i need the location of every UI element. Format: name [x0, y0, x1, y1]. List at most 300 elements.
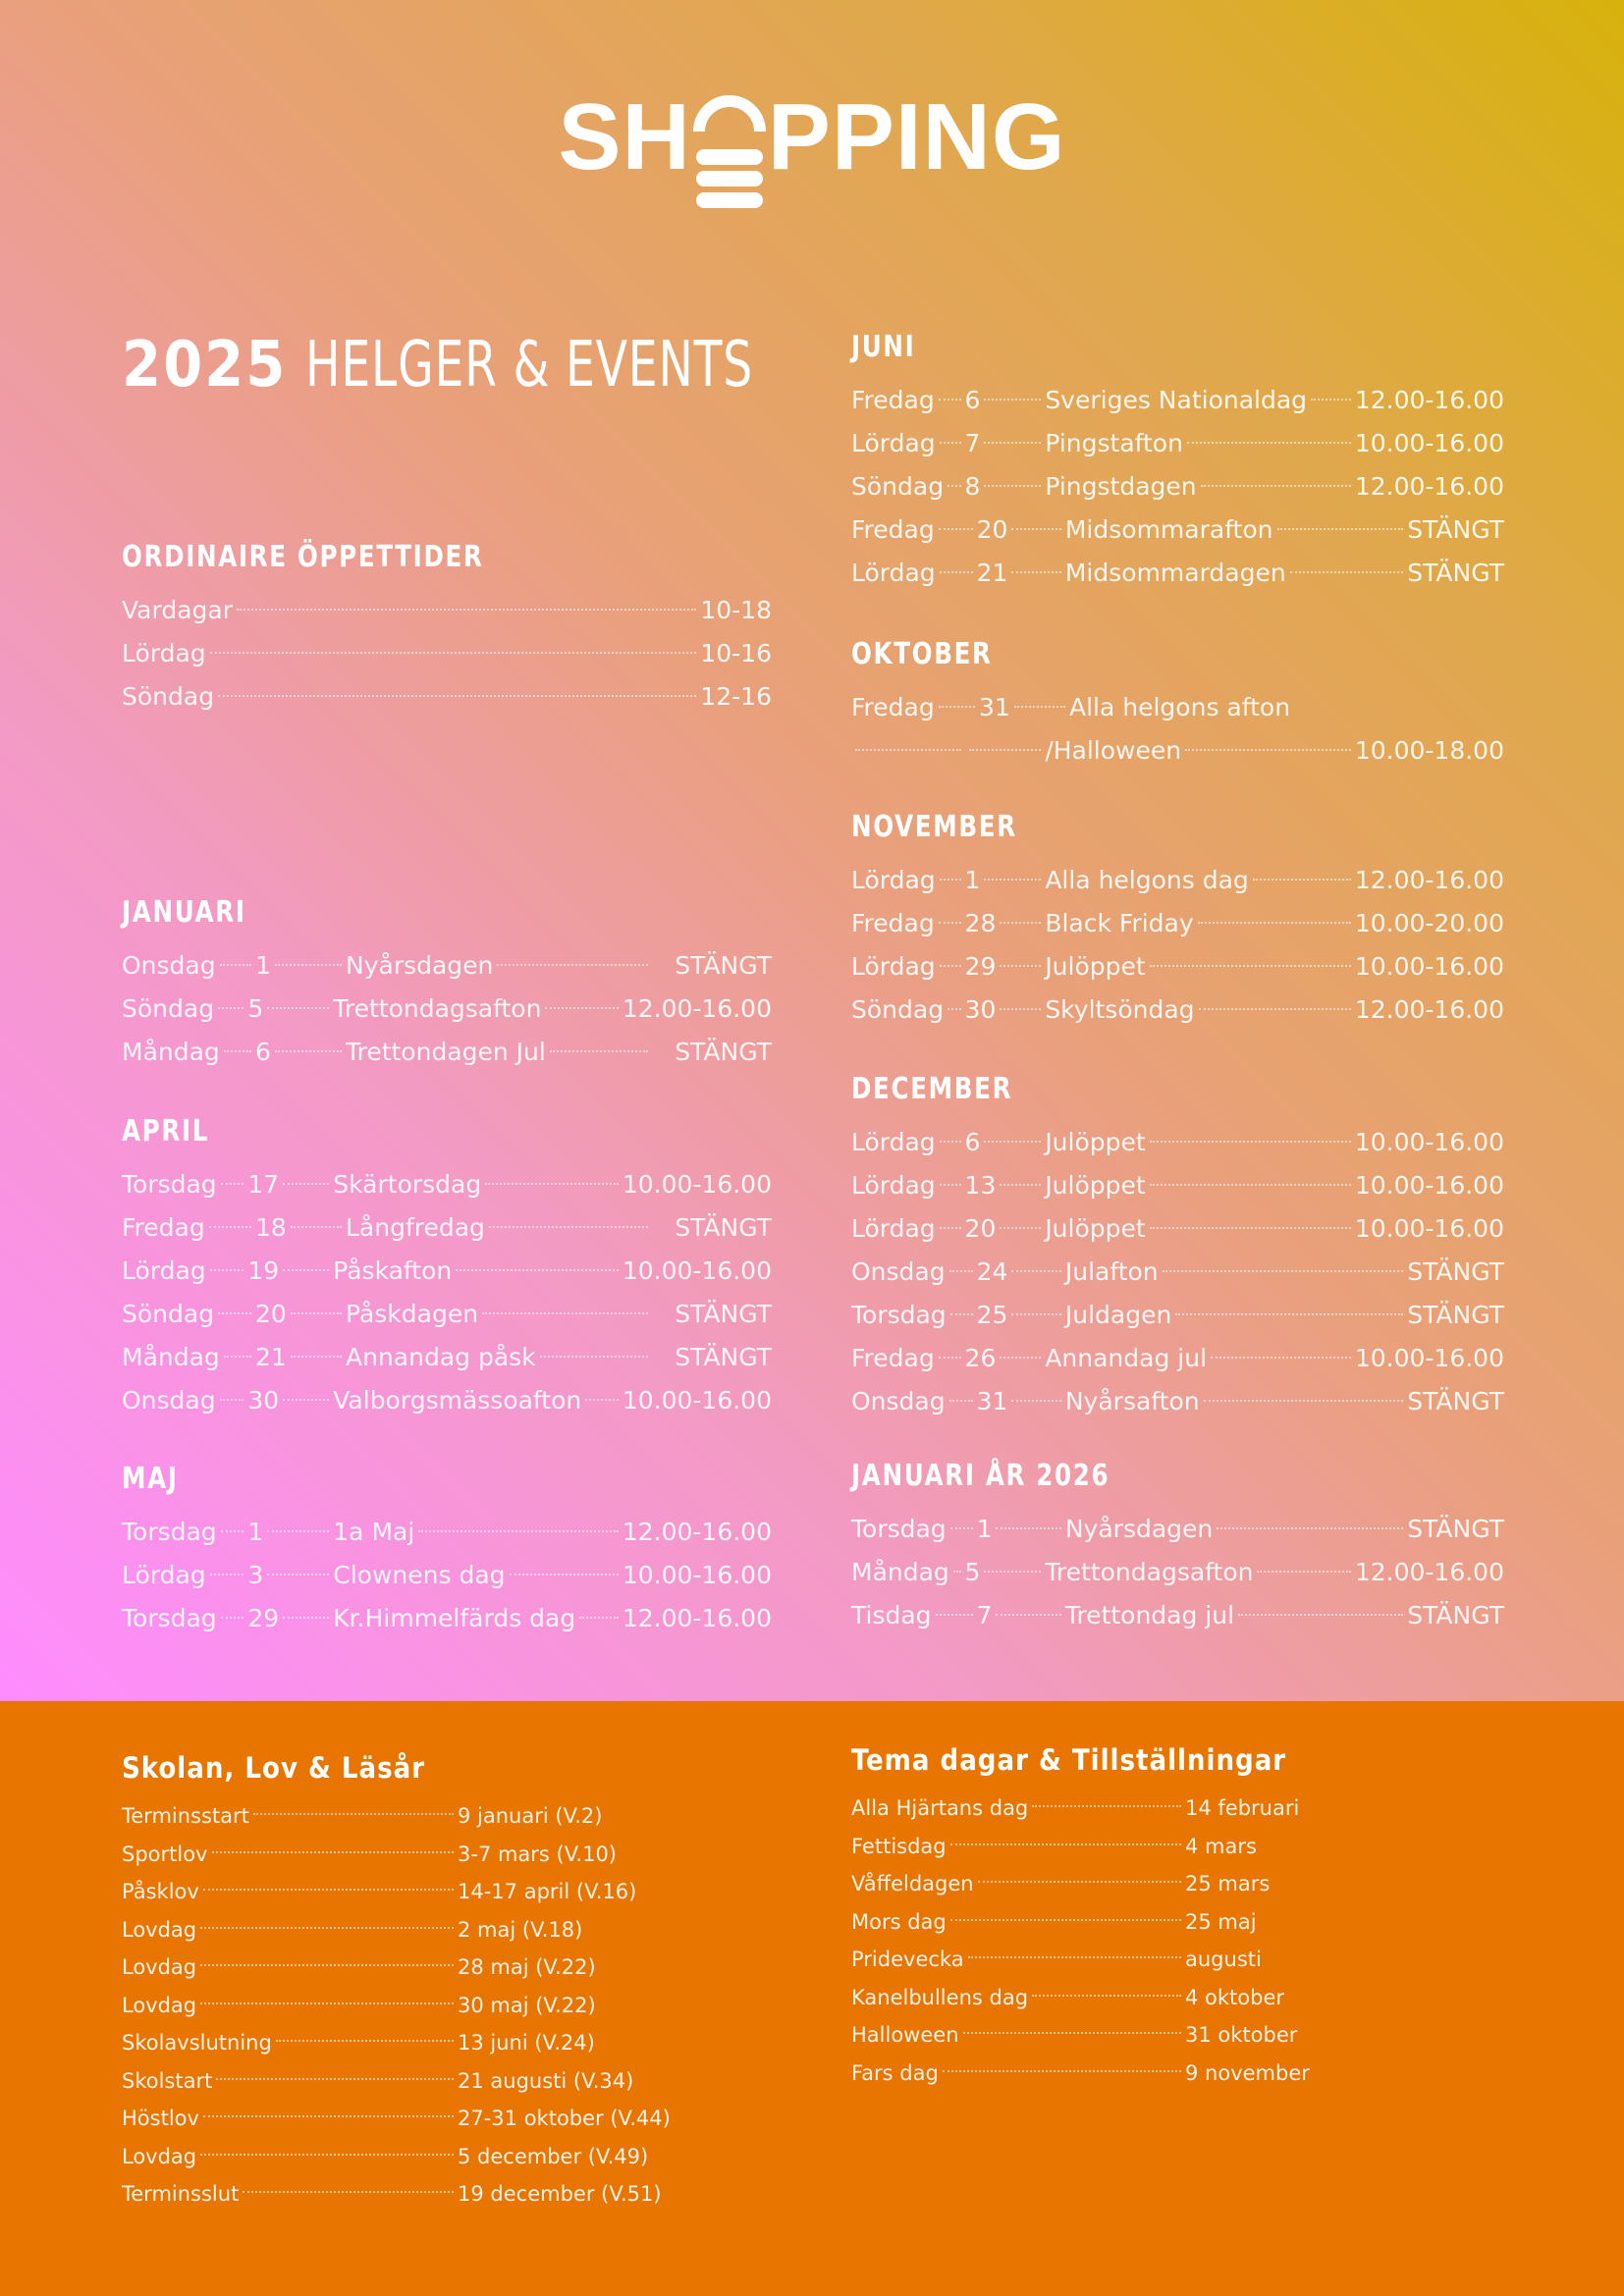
dot-leader: [283, 1269, 329, 1271]
row-date-cell: [965, 379, 1046, 422]
row-day: Söndag: [851, 472, 945, 501]
dot-leader: [940, 1141, 961, 1143]
row-date-cell: [965, 902, 1046, 945]
row-date: 29: [247, 1604, 280, 1632]
row-label-cell: [122, 2024, 458, 2062]
row-day: Måndag: [122, 1343, 220, 1371]
row-day-cell: [122, 1206, 255, 1250]
row-day-cell: [851, 552, 977, 595]
orange-panel: [0, 1701, 1624, 2296]
row-day-cell: [851, 757, 965, 759]
row-event-cell: [346, 944, 652, 988]
row-value: 4 oktober: [1185, 1985, 1285, 2009]
row-event-cell: [1045, 1551, 1355, 1594]
row-day-cell: [851, 1207, 965, 1251]
row-time: 12.00-16.00: [1354, 995, 1504, 1024]
row-label: Fars dag: [851, 2060, 939, 2085]
row-event-cell: [346, 1031, 652, 1074]
section-heading: JUNI: [851, 330, 916, 364]
schedule-row: [122, 944, 772, 988]
row-event-cell: [333, 1250, 623, 1293]
row-day-cell: [851, 1594, 977, 1637]
section-november: [851, 808, 1504, 1032]
row-event-cell: [333, 1554, 623, 1597]
row-event-cell: [1045, 859, 1355, 902]
dot-leader: [936, 1614, 973, 1616]
row-time: 10.00-16.00: [1354, 952, 1504, 981]
row-date-cell: [965, 757, 1046, 759]
dot-leader: [940, 1227, 961, 1229]
dot-leader: [212, 1851, 455, 1853]
dot-leader: [963, 2032, 1181, 2034]
row-event: Skärtorsdag: [333, 1170, 482, 1199]
schedule-row: [122, 2062, 672, 2101]
row-label: Höstlov: [122, 2107, 199, 2130]
row-date-cell: [979, 686, 1069, 729]
row-event-cell: [1045, 1164, 1355, 1207]
row-date: 1: [255, 951, 271, 980]
row-label-cell: [851, 2055, 1185, 2093]
row-day-cell: [851, 859, 965, 902]
schedule-row: [122, 589, 772, 632]
row-date-cell: [977, 1594, 1065, 1637]
row-date-cell: [965, 1121, 1046, 1164]
row-value: 25 mars: [1185, 1872, 1271, 1896]
row-date-cell: [965, 1207, 1046, 1251]
schedule-row: [122, 2138, 672, 2176]
dot-leader: [1150, 1227, 1351, 1229]
dot-leader: [953, 1571, 961, 1573]
row-time: STÄNGT: [1407, 1301, 1504, 1329]
row-label-cell: [851, 1789, 1185, 1828]
schedule-row: [122, 1797, 672, 1836]
row-day: Lördag: [851, 429, 936, 457]
row-value: 14-17 april (V.16): [458, 1880, 637, 1903]
row-time: STÄNGT: [1407, 559, 1504, 587]
row-time: 12.00-16.00: [622, 1604, 772, 1632]
row-label-cell: [122, 1911, 458, 1949]
row-time: 10.00-16.00: [622, 1256, 772, 1285]
section-januari-2026: [851, 1457, 1504, 1637]
section-heading: Skolan, Lov & Läsår: [122, 1751, 426, 1785]
schedule-row: [851, 1508, 1504, 1551]
row-time: STÄNGT: [1407, 1601, 1504, 1629]
row-label-cell: [851, 1828, 1185, 1866]
row-date: 30: [247, 1386, 280, 1415]
row-time: STÄNGT: [675, 1213, 772, 1242]
dot-leader: [220, 964, 251, 966]
row-value: 13 juni (V.24): [458, 2031, 595, 2055]
schedule-row: [851, 1337, 1504, 1380]
row-time: 12.00-16.00: [1354, 386, 1504, 414]
row-event: Clownens dag: [333, 1561, 506, 1589]
row-event: Alla helgons dag: [1045, 866, 1249, 894]
section-tema: [851, 1740, 1362, 2092]
dot-leader: [200, 1927, 454, 1929]
dot-leader: [253, 1813, 454, 1815]
row-event-cell: [346, 1293, 652, 1336]
row-label-cell: [851, 1941, 1185, 1979]
row-event: Julöppet: [1045, 952, 1146, 981]
dot-leader: [221, 1530, 244, 1532]
row-date-cell: [247, 1250, 333, 1293]
dot-leader: [1238, 1614, 1403, 1616]
dot-leader: [218, 695, 696, 697]
dot-leader: [1000, 1227, 1041, 1229]
schedule-row: [122, 1250, 772, 1293]
dot-leader: [497, 964, 648, 966]
row-date: 5: [247, 994, 264, 1023]
row-date: 21: [255, 1343, 287, 1371]
row-time: 12.00-16.00: [622, 1518, 772, 1546]
dot-leader: [1011, 1400, 1060, 1402]
row-day: Torsdag: [122, 1604, 217, 1632]
row-day-cell: [851, 1337, 965, 1380]
section-april: [122, 1112, 772, 1422]
row-label: Pridevecka: [851, 1948, 964, 1971]
row-event-cell: [1045, 1207, 1355, 1251]
row-day: Lördag: [851, 866, 936, 894]
dot-leader: [275, 1050, 342, 1052]
row-day: Söndag: [851, 995, 945, 1024]
row-label: Fettisdag: [851, 1834, 947, 1858]
schedule-row: [122, 1987, 672, 2025]
schedule-row: [851, 465, 1504, 508]
row-date: 20: [964, 1214, 997, 1243]
schedule-row: [851, 686, 1504, 729]
dot-leader: [939, 399, 961, 400]
row-event: Påskdagen: [346, 1300, 479, 1328]
row-label: Skolavslutning: [122, 2031, 272, 2055]
dot-leader: [482, 1312, 648, 1314]
row-day-cell: [851, 465, 965, 508]
dot-leader: [939, 922, 961, 924]
dot-leader: [1000, 1184, 1041, 1186]
dot-leader: [1277, 528, 1404, 530]
schedule-row: [122, 1836, 672, 1874]
section-oktober: [851, 635, 1504, 773]
dot-leader: [1032, 1805, 1181, 1807]
schedule-row: [851, 422, 1504, 465]
schedule-row: [122, 2100, 672, 2138]
row-day: Tisdag: [851, 1601, 932, 1629]
row-day-cell: [851, 988, 965, 1032]
row-event: Annandag jul: [1045, 1344, 1208, 1372]
dot-leader: [243, 2191, 454, 2193]
row-value: 9 januari (V.2): [458, 1804, 603, 1828]
row-date-cell: [247, 988, 333, 1031]
dot-leader: [210, 1269, 244, 1271]
row-event: Trettondagsafton: [1045, 1558, 1254, 1586]
dot-leader: [550, 1050, 648, 1052]
row-event: Midsommarafton: [1064, 515, 1273, 544]
row-date-cell: [977, 508, 1065, 552]
row-date: 31: [979, 693, 1010, 721]
row-label: Terminsstart: [122, 1804, 249, 1828]
section-heading: JANUARI: [122, 895, 246, 930]
dot-leader: [1204, 1400, 1404, 1402]
row-value: 27-31 oktober (V.44): [458, 2107, 671, 2130]
row-time: 10.00-16.00: [1354, 1128, 1504, 1156]
dot-leader: [1217, 1527, 1403, 1529]
dot-leader: [210, 652, 697, 654]
row-day-cell: [122, 1163, 247, 1206]
row-event-cell: [1065, 1508, 1407, 1551]
dot-leader: [218, 1007, 244, 1009]
dot-leader: [291, 1312, 342, 1314]
section-heading: APRIL: [122, 1114, 210, 1148]
dot-leader: [1211, 1357, 1351, 1359]
dot-leader: [1150, 965, 1351, 967]
schedule-row: [851, 945, 1504, 988]
row-day-cell: [851, 686, 979, 729]
dot-leader: [218, 1312, 251, 1314]
dot-leader: [947, 485, 960, 487]
row-day: Vardagar: [122, 596, 233, 624]
dot-leader: [1257, 1571, 1350, 1573]
row-value: 21 augusti (V.34): [458, 2068, 634, 2093]
row-value: 25 maj: [1185, 1909, 1257, 1934]
row-date: 1: [976, 1515, 993, 1543]
dot-leader: [1175, 1313, 1403, 1315]
schedule-row: [851, 1121, 1504, 1164]
row-value: 19 december (V.51): [458, 2182, 662, 2206]
dot-leader: [1000, 965, 1041, 967]
row-day-cell: [851, 1380, 977, 1423]
row-value: 3-7 mars (V.10): [458, 1842, 617, 1866]
dot-leader: [200, 2002, 454, 2004]
row-day-cell: [122, 1336, 255, 1379]
row-value: 9 november: [1185, 2060, 1310, 2085]
row-date: 20: [255, 1300, 287, 1328]
schedule-row: [122, 1949, 672, 1987]
dot-leader: [940, 442, 961, 444]
schedule-row: [122, 1206, 772, 1250]
row-label-cell: [122, 2175, 458, 2214]
row-label-cell: [122, 1797, 458, 1836]
row-date-cell: [247, 1379, 333, 1422]
row-value: augusti: [1185, 1948, 1262, 1971]
row-time: 10.00-16.00: [1354, 1214, 1504, 1243]
dot-leader: [1150, 1141, 1351, 1143]
section-heading: Tema dagar & Tillställningar: [851, 1743, 1287, 1777]
row-date: 25: [976, 1301, 1008, 1329]
row-day: Lördag: [851, 559, 936, 587]
row-date: 31: [976, 1387, 1008, 1415]
row-event: Julafton: [1064, 1257, 1159, 1286]
dot-leader: [949, 1400, 973, 1402]
row-time: 10.00-16.00: [1354, 1344, 1504, 1372]
row-day-cell: [122, 1554, 247, 1597]
row-date: 18: [255, 1213, 287, 1242]
schedule-row: [851, 2016, 1362, 2055]
row-time: 12.00-16.00: [1354, 1558, 1504, 1586]
row-event-cell: [1045, 945, 1355, 988]
row-event: Kr.Himmelfärds dag: [333, 1604, 576, 1632]
row-date-cell: [255, 1336, 346, 1379]
row-event: 1a Maj: [333, 1518, 415, 1546]
dot-leader: [940, 1184, 961, 1186]
dot-leader: [939, 528, 973, 530]
dot-leader: [203, 2115, 454, 2117]
row-day-cell: [122, 1511, 247, 1554]
section-heading: OKTOBER: [851, 637, 993, 671]
schedule-row: [851, 1207, 1504, 1251]
row-event-cell: [346, 1336, 652, 1379]
row-label: Skolstart: [122, 2068, 213, 2093]
row-label: Påsklov: [122, 1880, 199, 1903]
row-date: 17: [247, 1170, 280, 1199]
section-heading: MAJ: [122, 1462, 179, 1496]
dot-leader: [267, 1007, 329, 1009]
schedule-row: [122, 632, 772, 675]
row-value: 30 maj (V.22): [458, 1993, 596, 2017]
section-december: [851, 1070, 1504, 1423]
row-event: Black Friday: [1045, 909, 1194, 937]
row-event: Trettondag jul: [1064, 1601, 1235, 1629]
dot-leader: [283, 1617, 329, 1619]
dot-leader: [1290, 571, 1404, 573]
dot-leader: [545, 1007, 618, 1009]
section-heading: JANUARI ÅR 2026: [851, 1459, 1110, 1493]
row-event-cell: [1045, 988, 1355, 1032]
row-label-cell: [122, 1873, 458, 1911]
row-event: /Halloween: [1045, 736, 1182, 765]
row-event-cell: [346, 1206, 652, 1250]
row-time: 12.00-16.00: [1354, 866, 1504, 894]
schedule-row: [122, 1379, 772, 1422]
dot-leader: [940, 879, 961, 881]
dot-leader: [940, 965, 961, 967]
schedule-row: [851, 902, 1504, 945]
row-time: 10.00-16.00: [622, 1561, 772, 1589]
dot-leader: [984, 1141, 1041, 1143]
row-date-cell: [977, 1251, 1065, 1294]
row-event: Nyårsdagen: [1064, 1515, 1214, 1543]
logo-text-right: PPING: [767, 84, 1066, 189]
dot-leader: [939, 1357, 961, 1359]
row-date-cell: [977, 1508, 1065, 1551]
page-title: [122, 329, 851, 401]
row-date: 29: [964, 952, 997, 981]
row-day: Fredag: [851, 1344, 935, 1372]
row-day: Lördag: [122, 1256, 206, 1285]
row-time: STÄNGT: [1407, 1515, 1504, 1543]
schedule-row: [851, 508, 1504, 552]
row-day: Fredag: [851, 386, 935, 414]
row-time: STÄNGT: [1407, 1257, 1504, 1286]
row-label-cell: [851, 1865, 1185, 1903]
dot-leader: [1032, 1995, 1181, 1997]
row-event: Trettondagsafton: [333, 994, 542, 1023]
row-label-cell: [122, 1949, 458, 1987]
dot-leader: [456, 1269, 619, 1271]
row-event-cell: [333, 988, 623, 1031]
dot-leader: [950, 1843, 1181, 1845]
schedule-row: [851, 859, 1504, 902]
row-event: Nyårsdagen: [346, 951, 494, 980]
row-event: Alla helgons afton: [1069, 693, 1291, 721]
row-event-cell: [1065, 1294, 1407, 1337]
row-event: Pingstafton: [1045, 429, 1183, 457]
dot-leader: [220, 1399, 244, 1401]
row-event-cell: [1045, 1337, 1355, 1380]
dot-leader: [1000, 922, 1041, 924]
row-date: 20: [976, 515, 1008, 544]
row-date: 13: [964, 1171, 997, 1200]
dot-leader: [949, 1270, 973, 1272]
section-januari: [122, 893, 772, 1074]
row-label-cell: [122, 2062, 458, 2101]
dot-leader: [224, 1050, 251, 1052]
row-event: Annandag påsk: [346, 1343, 536, 1371]
row-label: Mors dag: [851, 1909, 947, 1934]
row-time: STÄNGT: [1407, 515, 1504, 544]
dot-leader: [1201, 485, 1351, 487]
dot-leader: [1011, 528, 1060, 530]
row-day: Lördag: [851, 952, 936, 981]
row-time: 10-16: [700, 639, 772, 667]
schedule-row: [122, 1163, 772, 1206]
dot-leader: [585, 1399, 619, 1401]
row-day-cell: [122, 1379, 247, 1422]
row-event: Långfredag: [346, 1213, 485, 1242]
dot-leader: [224, 1356, 251, 1358]
row-label-cell: [851, 1979, 1185, 2017]
row-date-cell: [965, 1337, 1046, 1380]
row-label: Lovdag: [122, 1917, 197, 1942]
row-time: 10-18: [700, 596, 772, 624]
section-juni: [851, 328, 1504, 595]
schedule-row: [851, 1594, 1504, 1637]
row-label: Halloween: [851, 2023, 959, 2047]
row-day-cell: [851, 945, 965, 988]
row-event-cell: [333, 1511, 623, 1554]
row-day-cell: [851, 1251, 977, 1294]
row-label: Alla Hjärtans dag: [851, 1796, 1029, 1820]
dot-leader: [968, 1956, 1181, 1958]
dot-leader: [950, 1527, 973, 1529]
row-day: Fredag: [851, 909, 935, 937]
row-day-cell: [851, 422, 965, 465]
row-time: 10.00-20.00: [1354, 909, 1504, 937]
row-date: 19: [247, 1256, 280, 1285]
row-date-cell: [965, 1551, 1046, 1594]
row-time: 10.00-16.00: [622, 1170, 772, 1199]
row-label: Sportlov: [122, 1842, 208, 1866]
row-time: 10.00-16.00: [1354, 1171, 1504, 1200]
dot-leader: [1000, 1357, 1041, 1359]
row-date: 7: [964, 429, 981, 457]
row-event-cell: [1045, 379, 1355, 422]
row-date: 21: [976, 559, 1008, 587]
row-day: Torsdag: [851, 1515, 947, 1543]
schedule-row: [851, 1979, 1362, 2017]
dot-leader: [1011, 1313, 1060, 1315]
row-date: 8: [964, 472, 981, 501]
row-date-cell: [965, 988, 1046, 1032]
schedule-row: [122, 1336, 772, 1379]
row-day-cell: [851, 1508, 977, 1551]
row-value: 5 december (V.49): [458, 2144, 649, 2168]
row-day: Torsdag: [851, 1301, 947, 1329]
dot-leader: [1185, 749, 1351, 751]
dot-leader: [210, 1574, 244, 1575]
schedule-row: [851, 1828, 1362, 1866]
row-event: Julöppet: [1045, 1171, 1146, 1200]
dot-leader: [1011, 571, 1060, 573]
row-date-cell: [247, 1163, 333, 1206]
